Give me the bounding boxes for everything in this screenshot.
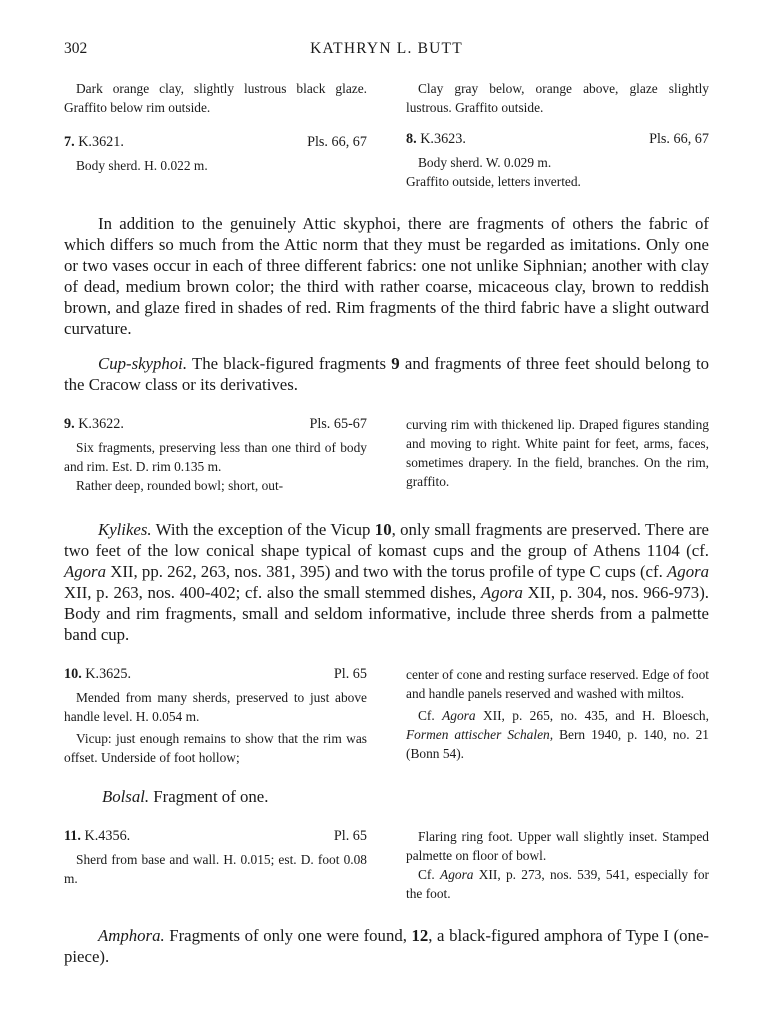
item7-header (64, 133, 367, 152)
item11-text-2: Flaring ring foot. Upper wall slightly inset. Stamped palmette on floor of bowl. (406, 829, 709, 863)
left-column (64, 79, 367, 191)
catalog-block-10 (64, 665, 709, 767)
item7-number: 7. (64, 134, 75, 150)
paragraph-imitations: In addition to the genuinely Attic skyphoi, there are fragments of others the fabric of which differs so much from the Attic norm that they must be regarded as imitations. Only one or two vases occur in each of three different fabrics: one not unlike Siphnian; another with clay of dead, medium brown color; the third with rather coarse, micaceous clay, brown to reddish brown, and glaze fired in shades of red. Rim fragments of the third fabric have a slight outward curvature. (64, 214, 709, 338)
item7-plates: Pls. 66, 67 (307, 134, 367, 150)
item8-header (406, 130, 709, 149)
item8-id: K.3623. (420, 131, 466, 147)
item8-number: 8. (406, 131, 417, 147)
section-cup-skyphoi: Cup-skyphoi. (98, 354, 188, 373)
item10-reference: Cf. Agora XII, p. 265, no. 435, and H. Bloesch, Formen attischer Schalen, Bern 1940, p. 140, no. 21 (Bonn 54). (406, 708, 710, 761)
item11-number: 11. (64, 828, 81, 844)
left-column (64, 665, 367, 767)
running-head (64, 40, 709, 64)
left-column (64, 827, 367, 903)
item10-plates: Pl. 65 (333, 666, 367, 682)
item10-text-2: Vicup: just enough remains to show that the rim was offset. Underside of foot hollow; (64, 731, 367, 765)
item7-id: K.3621. (78, 134, 124, 150)
paragraph-cup-skyphoi: Cup-skyphoi. The black-figured fragments 9 and fragments of three feet should belong to the Cracow class or its derivatives. (64, 354, 709, 394)
item9-header (64, 415, 367, 434)
page-number: 302 (64, 40, 88, 57)
catalog-block-7-8 (64, 79, 709, 191)
right-column (406, 665, 709, 767)
item6-continuation: Dark orange clay, slightly lustrous black glaze. Graffito below rim outside. (64, 81, 367, 115)
item8-text-1: Body sherd. W. 0.029 m. (418, 155, 552, 170)
item9-id: K.3622. (78, 416, 124, 432)
item10-number: 10. (64, 666, 82, 682)
right-top-text: Clay gray below, orange above, glaze slightly lustrous. Graffito outside. (406, 81, 709, 115)
item10-text-3: center of cone and resting surface reserved. Edge of foot and handle panels reserved and washed with miltos. (406, 667, 709, 701)
item8-plates: Pls. 66, 67 (649, 131, 709, 147)
left-column (64, 415, 367, 495)
section-kylikes: Kylikes. (98, 520, 152, 539)
section-amphora: Amphora. (98, 926, 165, 945)
item8-text-2: Graffito outside, letters inverted. (406, 174, 581, 189)
item7-text: Body sherd. H. 0.022 m. (76, 158, 208, 173)
item11-text-1: Sherd from base and wall. H. 0.015; est. D. foot 0.08 m. (64, 852, 367, 886)
item10-id: K.3625. (85, 666, 131, 682)
paragraph-amphora: Amphora. Fragments of only one were found, 12, a black-figured amphora of Type I (one-piece). (64, 926, 709, 966)
right-column (406, 79, 709, 191)
right-column (406, 827, 709, 903)
item9-text-1: Six fragments, preserving less than one third of body and rim. Est. D. rim 0.135 m. (64, 440, 367, 474)
right-column (406, 415, 709, 495)
item9-text-3: curving rim with thickened lip. Draped figures standing and moving to right. White paint for feet, arms, faces, sometimes drapery. In the field, branches. On the rim, graffito. (406, 417, 709, 489)
item9-plates: Pls. 65-67 (309, 416, 367, 432)
paragraph-kylikes: Kylikes. With the exception of the Vicup 10, only small fragments are preserved. There are two feet of the low conical shape typical of komast cups and the group of Athens 1104 (cf. Agora XII, pp. 262, 263, nos. 381, 395) and two with the torus profile of type C cups (cf. Agora XII, p. 263, nos. 400-402; cf. also the small stemmed dishes, Agora XII, p. 304, nos. 966-973). Body and rim fragments, small and seldom informative, include three sherds from a palmette band cup. (64, 520, 709, 644)
item11-id: K.4356. (84, 828, 131, 844)
page (64, 40, 709, 967)
item10-header (64, 665, 367, 684)
item11-header (64, 827, 367, 846)
item10-text-1: Mended from many sherds, preserved to just above handle level. H. 0.054 m. (64, 690, 367, 724)
item11-reference: Cf. Agora XII, p. 273, nos. 539, 541, especially for the foot. (406, 867, 709, 901)
item9-text-2: Rather deep, rounded bowl; short, out- (76, 478, 284, 493)
item9-number: 9. (64, 416, 75, 432)
catalog-block-9 (64, 415, 709, 495)
author-heading: KATHRYN L. BUTT (310, 40, 463, 57)
section-bolsal: Bolsal. Fragment of one. (102, 787, 269, 806)
catalog-block-11 (64, 827, 709, 903)
item11-plates: Pl. 65 (333, 828, 367, 844)
